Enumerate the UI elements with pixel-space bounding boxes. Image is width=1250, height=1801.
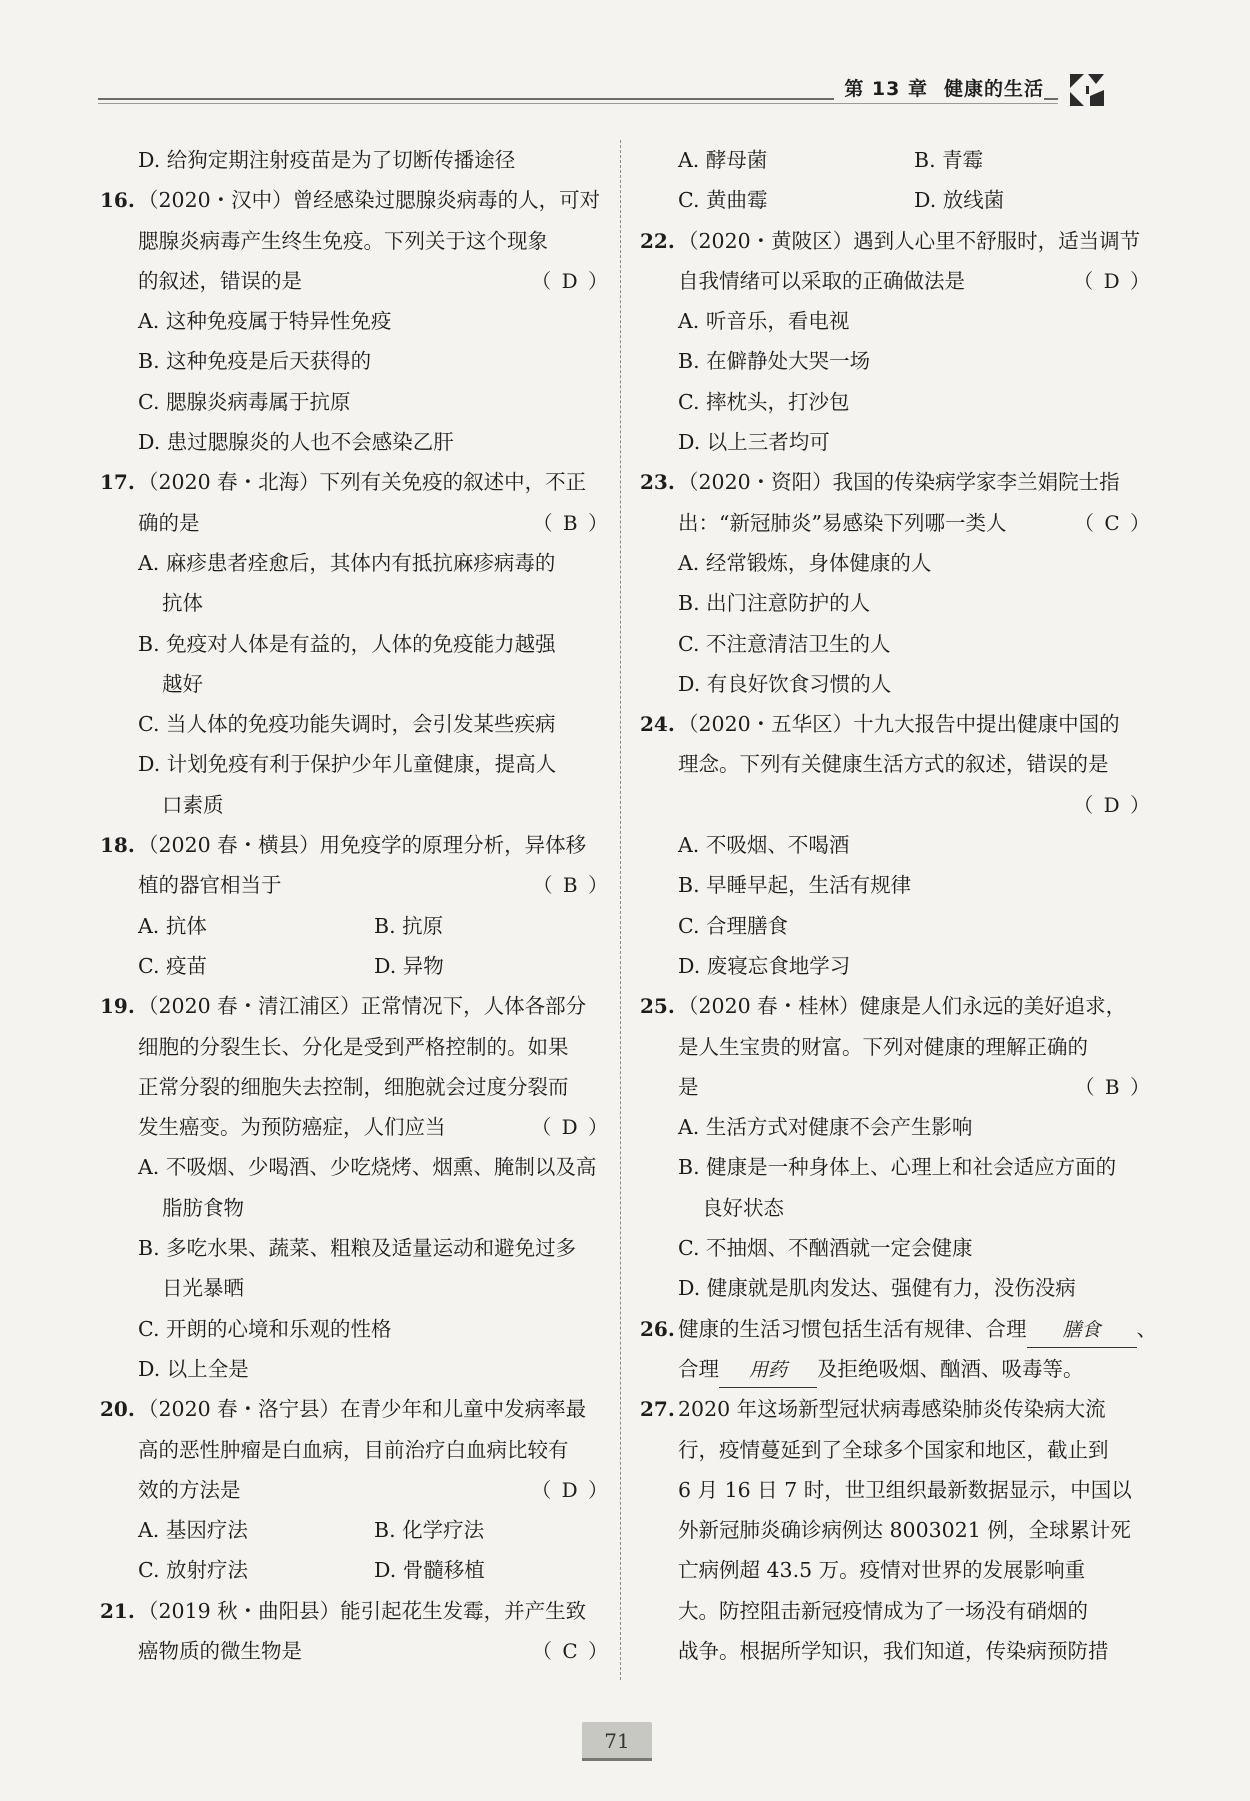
option-text: D. 骨髓移植 — [374, 1558, 485, 1583]
answer-mark: （ B ） — [1074, 1074, 1152, 1099]
option-text: A. 酵母菌 — [678, 148, 768, 172]
option-text: A. 生活方式对健康不会产生影响 — [678, 1115, 973, 1140]
question-stem-line: 细胞的分裂生长、分化是受到严格控制的。如果 — [138, 1034, 569, 1059]
option-text: D. 健康就是肌肉发达、强健有力，没伤没病 — [678, 1276, 1076, 1301]
fill-line-1: 26. 健康的生活习惯包括生活有规律、合理 膳食 、 — [640, 1309, 1152, 1349]
option-text: D. 计划免疫有利于保护少年儿童健康，提高人 — [138, 752, 557, 777]
question-stem-line: 确的是 （ B ） — [100, 503, 610, 543]
question-stem-line: 植的器官相当于 （ B ） — [100, 865, 610, 905]
answer-mark: （ D ） — [531, 1115, 610, 1140]
question-number: 24. — [640, 712, 675, 737]
option-text: B. 早睡早起，生活有规律 — [678, 873, 912, 898]
right-column — [640, 140, 1157, 1671]
question-number: 21. — [100, 1598, 135, 1623]
question-number: 27. — [640, 1397, 675, 1422]
question-stem-line: 腮腺炎病毒产生终生免疫。下列关于这个现象 — [138, 228, 548, 253]
question-number: 20. — [100, 1397, 135, 1422]
question-stem-line: 是 （ B ） — [640, 1067, 1152, 1107]
option-text: A. 这种免疫属于特异性免疫 — [138, 309, 392, 334]
fill-line-2: 合理 用药 及拒绝吸烟、酗酒、吸毒等。 — [640, 1349, 1152, 1389]
question-number: 19. — [100, 994, 135, 1019]
option-text: D. 给狗定期注射疫苗是为了切断传播途径 — [138, 148, 516, 172]
option-text: C. 放射疗法 — [138, 1558, 248, 1583]
question-stem-line: 17. （2020 春・北海）下列有关免疫的叙述中，不正 — [100, 462, 610, 502]
question-q26 — [640, 1309, 1157, 1390]
question-stem-line: 自我情绪可以采取的正确做法是 （ D ） — [640, 261, 1152, 301]
option-text: B. 出门注意防护的人 — [678, 591, 871, 616]
question-q21 — [100, 1591, 610, 1672]
question-stem-line: 22. （2020・黄陂区）遇到人心里不舒服时，适当调节 — [640, 221, 1152, 261]
question-stem-line: 27. 2020 年这场新型冠状病毒感染肺炎传染病大流 — [640, 1389, 1152, 1429]
question-number: 18. — [100, 833, 135, 858]
option-text: A. 麻疹患者痊愈后，其体内有抵抗麻疹病毒的 — [138, 550, 556, 575]
question-number: 22. — [640, 228, 675, 253]
option-pair-row — [100, 906, 610, 946]
page-header — [98, 70, 1128, 110]
question-stem-line: 24. （2020・五华区）十九大报告中提出健康中国的 — [640, 704, 1152, 744]
question-stem-line: 20. （2020 春・洛宁县）在青少年和儿童中发病率最 — [100, 1389, 610, 1429]
question-number: 23. — [640, 470, 675, 495]
question-stem-line: 高的恶性肿瘤是白血病，目前治疗白血病比较有 — [138, 1437, 569, 1462]
question-q25 — [640, 986, 1152, 1308]
question-number: 25. — [640, 994, 675, 1019]
option-text: D. 废寝忘食地学习 — [678, 953, 851, 978]
question-stem-line: 21. （2019 秋・曲阳县）能引起花生发霉，并产生致 — [100, 1591, 610, 1631]
chapter-number: 第 13 章 — [844, 78, 928, 100]
answer-mark: （ C ） — [531, 1638, 610, 1663]
option-text: B. 青霉 — [914, 148, 984, 172]
option-text: C. 黄曲霉 — [678, 188, 768, 213]
answer-blank-1: 膳食 — [1027, 1315, 1137, 1348]
page-number-rule — [582, 1758, 652, 1761]
option-continuation: 抗体 — [162, 591, 203, 616]
answer-mark: （ D ） — [1073, 268, 1152, 293]
question-q23 — [640, 462, 1152, 704]
question-stem-line: 23. （2020・资阳）我国的传染病学家李兰娟院士指 — [640, 462, 1152, 502]
option-text: C. 开朗的心境和乐观的性格 — [138, 1316, 392, 1341]
question-q16 — [100, 180, 610, 462]
option-text: B. 健康是一种身体上、心理上和社会适应方面的 — [678, 1155, 1117, 1180]
option-text: D. 有良好饮食习惯的人 — [678, 671, 892, 696]
option-text: A. 听音乐，看电视 — [678, 309, 850, 334]
answer-mark: （ D ） — [531, 1477, 610, 1502]
option-text: B. 多吃水果、蔬菜、粗粮及适量运动和避免过多 — [138, 1236, 577, 1261]
option-pair-row — [640, 140, 1152, 180]
question-stem-line: 理念。下列有关健康生活方式的叙述，错误的是 — [678, 752, 1109, 777]
question-stem-line: 大。防控阻击新冠疫情成为了一场没有硝烟的 — [678, 1598, 1088, 1623]
option-text: D. 以上全是 — [138, 1356, 249, 1381]
left-column — [100, 140, 610, 1671]
option-continuation: 日光暴晒 — [162, 1276, 244, 1301]
option-text: C. 当人体的免疫功能失调时，会引发某些疾病 — [138, 712, 556, 737]
answer-mark: （ D ） — [1073, 792, 1152, 817]
chapter-title: 健康的生活 — [943, 78, 1044, 100]
answer-mark: （ C ） — [1073, 510, 1152, 535]
option-pair-row — [640, 180, 1152, 220]
question-number: 26. — [640, 1316, 675, 1341]
option-text: C. 腮腺炎病毒属于抗原 — [138, 389, 351, 414]
option-text: C. 疫苗 — [138, 953, 207, 978]
option-text: D. 以上三者均可 — [678, 430, 830, 455]
option-text: A. 经常锻炼，身体健康的人 — [678, 550, 932, 575]
option-pair-row — [100, 1550, 610, 1590]
question-stem-line: 战争。根据所学知识，我们知道，传染病预防措 — [678, 1638, 1109, 1663]
answer-mark: （ B ） — [532, 510, 610, 535]
question-stem-line: 发生癌变。为预防癌症，人们应当 （ D ） — [100, 1107, 610, 1147]
answer-mark: （ B ） — [532, 873, 610, 898]
question-q19 — [100, 986, 610, 1389]
option-text: D. 放线菌 — [914, 188, 1005, 213]
option-text: C. 合理膳食 — [678, 913, 788, 938]
option-text: C. 不抽烟、不酗酒就一定会健康 — [678, 1236, 973, 1261]
option-text: B. 抗原 — [374, 913, 444, 938]
chapter-heading — [834, 74, 1044, 101]
option-text: B. 免疫对人体是有益的，人体的免疫能力越强 — [138, 631, 556, 656]
option-text: D. 患过腮腺炎的人也不会感染乙肝 — [138, 430, 454, 455]
question-stem-line: 16. （2020・汉中）曾经感染过腮腺炎病毒的人，可对 — [100, 180, 610, 220]
option-text: B. 在僻静处大哭一场 — [678, 349, 871, 374]
answer-mark: （ D ） — [531, 268, 610, 293]
page-number: 71 — [582, 1722, 652, 1760]
column-divider — [620, 140, 621, 1680]
option-continuation: 越好 — [162, 671, 203, 696]
question-stem-line: 是人生宝贵的财富。下列对健康的理解正确的 — [678, 1034, 1088, 1059]
answer-blank-2: 用药 — [719, 1355, 817, 1388]
option-pair-row — [100, 946, 610, 986]
option-text: C. 不注意清洁卫生的人 — [678, 631, 891, 656]
question-q24 — [640, 704, 1152, 986]
question-q20 — [100, 1389, 610, 1590]
question-stem-line: 25. （2020 春・桂林）健康是人们永远的美好追求， — [640, 986, 1152, 1026]
option-text: B. 这种免疫是后天获得的 — [138, 349, 372, 374]
question-q22 — [640, 221, 1152, 463]
option-text: D. 异物 — [374, 953, 444, 978]
question-stem-line: 18. （2020 春・横县）用免疫学的原理分析，异体移 — [100, 825, 610, 865]
option-pair-row — [100, 1510, 610, 1550]
question-stem-line: 出：“新冠肺炎”易感染下列哪一类人 （ C ） — [640, 503, 1152, 543]
question-stem-line: 19. （2020 春・清江浦区）正常情况下，人体各部分 — [100, 986, 610, 1026]
question-q21opts — [640, 140, 1152, 221]
question-stem-line: 外新冠肺炎确诊病例达 8003021 例，全球累计死 — [678, 1518, 1131, 1543]
option-text: A. 基因疗法 — [138, 1518, 248, 1543]
question-stem-line: 亡病例超 43.5 万。疫情对世界的发展影响重 — [678, 1558, 1086, 1583]
question-stem-line: 6 月 16 日 7 时，世卫组织最新数据显示，中国以 — [678, 1477, 1132, 1502]
option-text: C. 摔枕头，打沙包 — [678, 389, 850, 414]
corner-arrow-icon — [1066, 70, 1108, 110]
option-text: A. 抗体 — [138, 913, 207, 938]
option-continuation: 口素质 — [162, 792, 224, 817]
question-q27 — [640, 1389, 1152, 1671]
question-number: 16. — [100, 188, 135, 213]
question-stem-line: 行，疫情蔓延到了全球多个国家和地区，截止到 — [678, 1437, 1109, 1462]
option-text: B. 化学疗法 — [374, 1518, 485, 1543]
question-stem-line: 的叙述，错误的是 （ D ） — [100, 261, 610, 301]
question-number: 17. — [100, 470, 135, 495]
question-q18 — [100, 825, 610, 986]
question-stem-line: 癌物质的微生物是 （ C ） — [100, 1631, 610, 1671]
question-stem-line: 正常分裂的细胞失去控制，细胞就会过度分裂而 — [138, 1074, 569, 1099]
option-continuation: 良好状态 — [702, 1195, 784, 1220]
option-text: A. 不吸烟、不喝酒 — [678, 833, 850, 858]
header-rule-thin — [98, 103, 1058, 104]
question-q17 — [100, 462, 610, 825]
question-stem-line: 效的方法是 （ D ） — [100, 1470, 610, 1510]
option-text: A. 不吸烟、少喝酒、少吃烧烤、烟熏、腌制以及高 — [138, 1155, 597, 1180]
question-q15d — [100, 140, 610, 180]
option-continuation: 脂肪食物 — [162, 1195, 244, 1220]
question-stem-line — [640, 785, 1152, 825]
